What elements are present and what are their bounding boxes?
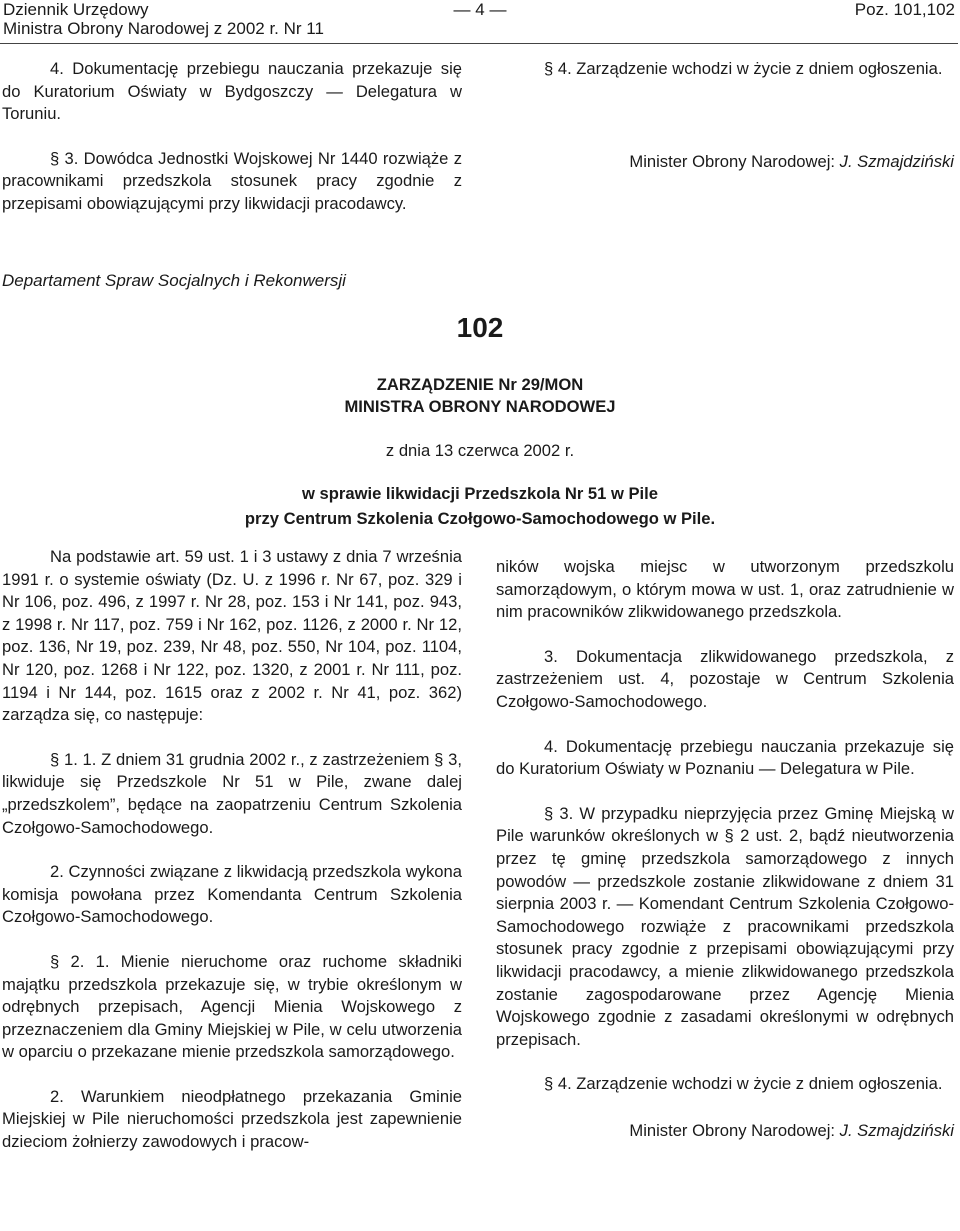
previous-act-right-column [496,58,954,173]
journal-title: Dziennik Urzędowy [3,0,149,19]
act-number: 102 [456,312,504,343]
signature [496,151,954,174]
signature-name: J. Szmajdziński [839,1120,954,1140]
department-name: Departament Spraw Socjalnych i Rekonwersji [2,271,346,290]
paragraph: 3. Dokumentacja zlikwidowanego przedszkola, z zastrzeżeniem ust. 4, pozostaje w Centrum Szkolenia Czołgowo-Samochodowego. [496,646,954,711]
act-date: z dnia 13 czerwca 2002 r. [385,441,575,460]
act-subject-line: w sprawie likwidacji Przedszkola Nr 51 w Pile [302,484,658,503]
paragraph: 4. Dokumentację przebiegu nauczania przekazuje się do Kuratorium Oświaty w Poznaniu — Delegatura w Pile. [496,736,954,779]
act-subject-line: przy Centrum Szkolenia Czołgowo-Samochodowego w Pile. [244,509,716,528]
paragraph: § 1. 1. Z dniem 31 grudnia 2002 r., z zastrzeżeniem § 3, likwiduje się Przedszkole Nr 51 w Pile, zwane dalej „przedszkolem”, będące na zaopatrzeniu Centrum Szkolenia Czołgowo-Samochodowego. [2,749,462,837]
previous-act-left-column [2,58,462,216]
paragraph: § 4. Zarządzenie wchodzi w życie z dniem ogłoszenia. [544,59,943,78]
paragraph: 2. Czynności związane z likwidacją przedszkola wykona komisja powołana przez Komendanta Centrum Szkolenia Czołgowo-Samochodowego. [2,862,462,927]
paragraph: Na podstawie art. 59 ust. 1 i 3 ustawy z dnia 7 września 1991 r. o systemie oświaty (Dz. U. z 1996 r. Nr 67, poz. 329 i Nr 106, poz. 496, z 1997 r. Nr 28, poz. 153 i Nr 141, poz. 943, z 1998 r. Nr 117, poz. 759 i Nr 162, poz. 1126, z 2000 r. Nr 12, poz. 136, Nr 19, poz. 239, Nr 48, poz. 550, Nr 104, poz. 1104, Nr 120, poz. 1268 i Nr 122, poz. 1320, z 2001 r. Nr 111, poz. 1194 i Nr 144, poz. 1615 oraz z 2002 r. Nr 41, poz. 362) zarządza się, co następuje: [2,547,462,725]
paragraph: § 2. 1. Mienie nieruchome oraz ruchome składniki majątku przedszkola przekazuje się, w trybie określonym w odrębnych przepisach, Agencji Mienia Wojskowego z przeznaczeniem dla Gminy Miejskiej w Pile, w celu utworzenia w oparciu o przekazane mienie przedszkola samorządowego. [2,951,462,1062]
header-rule [0,43,958,44]
signature-role: Minister Obrony Narodowej: [629,1120,836,1140]
page-number: — 4 — [453,0,507,19]
paragraph: 4. Dokumentację przebiegu nauczania przekazuje się do Kuratorium Oświaty w Bydgoszczy — Delegatura w Toruniu. [2,59,462,124]
act-subject [0,481,960,531]
signature [496,1120,954,1143]
journal-issue: Ministra Obrony Narodowej z 2002 r. Nr 11 [3,19,324,38]
act-title-line: ZARZĄDZENIE Nr 29/MON [376,375,584,394]
act-title [0,374,960,418]
paragraph: § 4. Zarządzenie wchodzi w życie z dniem ogłoszenia. [544,1074,943,1094]
act-body-left-column [2,546,462,1154]
signature-role: Minister Obrony Narodowej: [629,151,836,171]
paragraph: ników wojska miejsc w utworzonym przedszkolu samorządowym, o którym mowa w ust. 1, oraz zatrudnienie w nim pracowników zlikwidowanego przedszkola. [496,557,954,622]
act-body-right-column [496,556,954,1142]
paragraph: 2. Warunkiem nieodpłatnego przekazania Gminie Miejskiej w Pile nieruchomości przedszkola jest zapewnienie dzieciom żołnierzy zawodowych i pracow- [2,1086,462,1152]
paragraph: § 3. W przypadku nieprzyjęcia przez Gminę Miejską w Pile warunków określonych w § 2 ust. 2, bądź nieutworzenia przez tę gminę przedszkola samorządowego z innych powodów — przedszkole zostanie zlikwidowane z dniem 31 sierpnia 2003 r. — Komendant Centrum Szkolenia Czołgowo-Samochodowego rozwiąże z pracownikami przedszkola stosunek pracy zgodnie z przepisami obowiązującymi przy likwidacji pracodawcy, a mienie zlikwidowanego przedszkola zostanie zagospodarowane przez Agencję Mienia Wojskowego zgodnie z zasadami określonymi w odrębnych przepisach. [496,803,954,1049]
page-header [0,0,960,40]
position-number: Poz. 101,102 [854,0,955,19]
act-title-line: MINISTRA OBRONY NARODOWEJ [344,397,616,416]
paragraph: § 3. Dowódca Jednostki Wojskowej Nr 1440 rozwiąże z pracownikami przedszkola stosunek pracy zgodnie z przepisami obowiązującymi przy likwidacji pracodawcy. [2,148,462,213]
signature-name: J. Szmajdziński [839,151,954,171]
